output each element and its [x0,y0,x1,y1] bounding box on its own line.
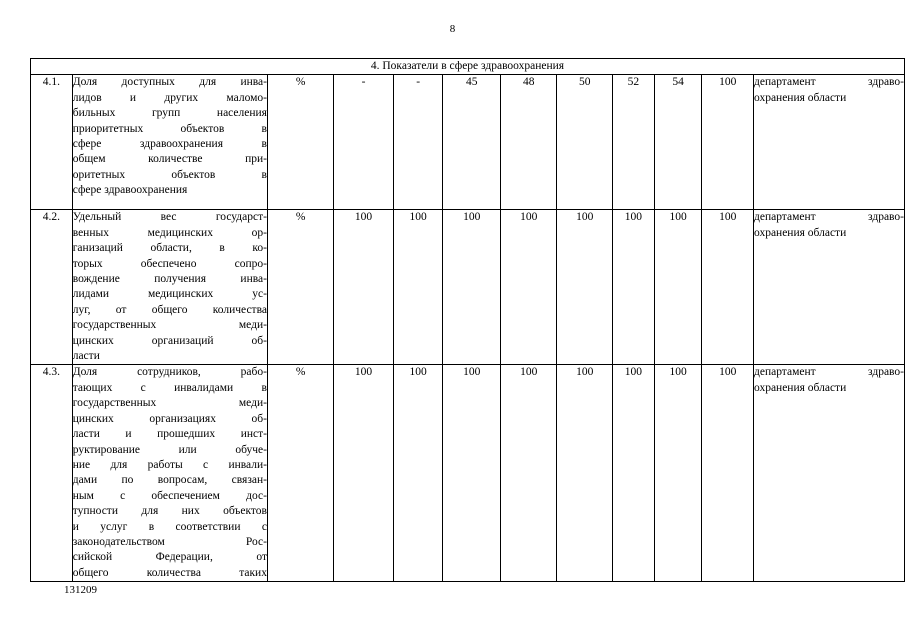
value-cell: - [393,75,443,210]
value-cell: 100 [702,75,754,210]
row-description: Доля доступных для инва- лидов и других маломо- бильных групп населения приоритетных объектов в сфере здравоохранения в общем количестве при- оритетных объектов в сфере здравоохранения [72,75,267,210]
value-cell: 100 [500,210,557,365]
row-description: Удельный вес государст- венных медицинских ор- ганизаций области, в ко- торых обеспечено сопро- вождение получения инва- лидами медицинских ус- луг, от общего количества государственных меди- цинских организаций об- ласти [72,210,267,365]
value-cell: 100 [393,210,443,365]
value-cell: 100 [613,365,655,582]
table-row [31,365,905,582]
value-cell: 54 [654,75,702,210]
value-cell: 100 [613,210,655,365]
value-cell: 50 [557,75,613,210]
value-cell: 100 [702,210,754,365]
value-cell: 100 [334,365,394,582]
section-header-row [31,59,905,75]
value-cell: 100 [334,210,394,365]
value-cell: 100 [500,365,557,582]
value-cell: 100 [557,210,613,365]
page-number: 8 [449,23,456,35]
unit-cell: % [267,365,333,582]
footer-code: 131209 [64,584,97,596]
value-cell: 100 [654,210,702,365]
responsible-cell: департамент здраво- охранения области [753,365,904,582]
row-description: Доля сотрудников, рабо- тающих с инвалидами в государственных меди- цинских организациях об- ласти и прошедших инст- руктирование или обуче- ние для работы с инвали- дами по вопросам, связан- ным с обеспечением дос- тупности для них объектов и услуг в соответствии с законодательством Рос- сийской Федерации, от общего количества таких [72,365,267,582]
table-row [31,210,905,365]
row-number: 4.3. [31,365,73,582]
row-number: 4.2. [31,210,73,365]
value-cell: 48 [500,75,557,210]
value-cell: 100 [654,365,702,582]
unit-cell: % [267,210,333,365]
value-cell: - [334,75,394,210]
value-cell: 52 [613,75,655,210]
row-number: 4.1. [31,75,73,210]
value-cell: 100 [702,365,754,582]
responsible-cell: департамент здраво- охранения области [753,210,904,365]
value-cell: 100 [393,365,443,582]
value-cell: 100 [443,365,501,582]
unit-cell: % [267,75,333,210]
value-cell: 100 [557,365,613,582]
section-title: 4. Показатели в сфере здравоохранения [31,59,905,75]
value-cell: 100 [443,210,501,365]
table-row [31,75,905,210]
value-cell: 45 [443,75,501,210]
responsible-cell: департамент здраво- охранения области [753,75,904,210]
indicators-table [30,58,905,582]
